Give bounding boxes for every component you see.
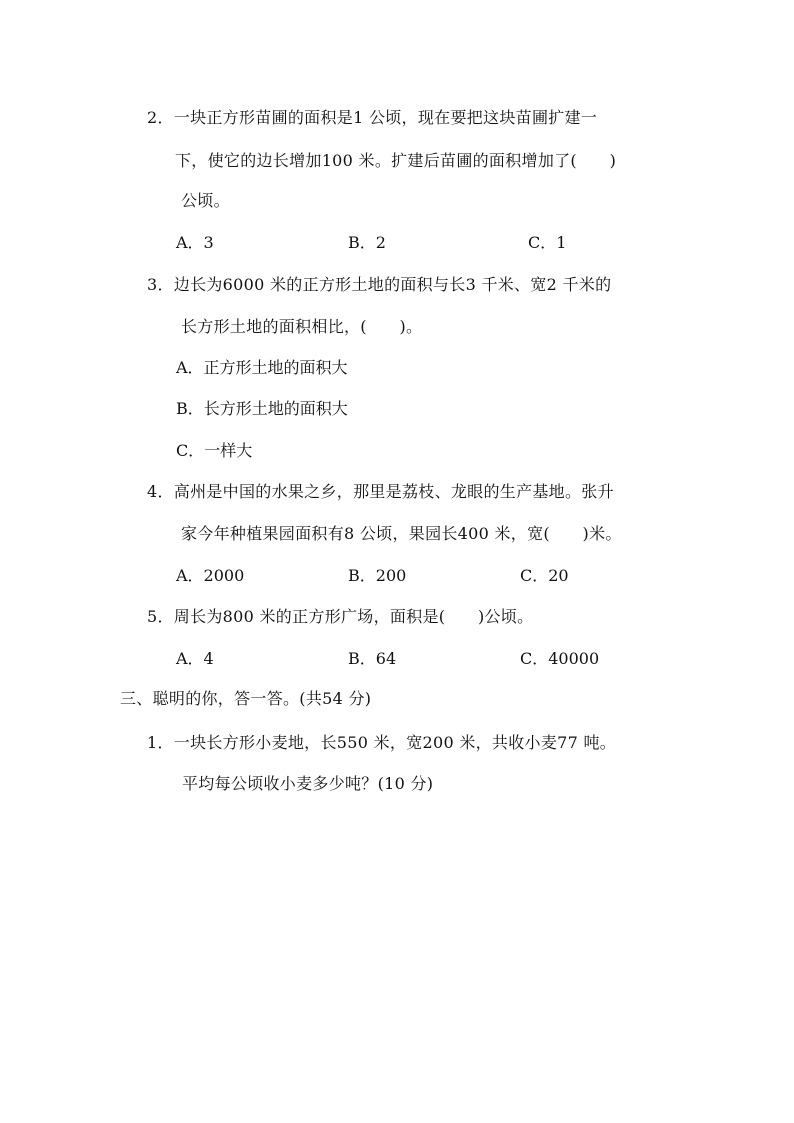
question-number: 4．: [147, 482, 174, 501]
question-text: 边长为6000 米的正方形土地的面积与长3 千米、宽2 千米的: [173, 275, 612, 294]
option-c: C．1: [528, 233, 567, 252]
option-b: B．200: [348, 566, 407, 585]
question-text: 一块长方形小麦地，长550 米，宽200 米，共收小麦77 吨。: [173, 733, 617, 752]
option-c: C．20: [520, 566, 569, 585]
question-text: 一块正方形苗圃的面积是1 公顷，现在要把这块苗圃扩建一: [173, 108, 598, 127]
question-2-line-2: 下，使它的边长增加100 米。扩建后苗圃的面积增加了( ): [175, 151, 617, 170]
question-2-line-3: 公顷。: [181, 191, 230, 210]
option-b: B．64: [348, 649, 397, 668]
option-c: C．一样大: [176, 441, 253, 460]
question-number: 1．: [147, 733, 174, 752]
option-c: C．40000: [520, 649, 600, 668]
option-a: A．4: [176, 649, 214, 668]
question-3-line-2: 长方形土地的面积相比，( )。: [181, 317, 423, 336]
question-4-line-1: [147, 482, 614, 502]
option-a: A．3: [176, 233, 214, 252]
question-5-line-1: [147, 607, 533, 627]
section-3-question-1-line-2: 平均每公顷收小麦多少吨？(10 分): [182, 774, 434, 793]
option-a: A．2000: [176, 566, 245, 585]
question-number: 3．: [147, 275, 174, 294]
question-3-line-1: [147, 275, 611, 295]
question-number: 2．: [147, 108, 174, 127]
question-text: 周长为800 米的正方形广场，面积是( )公顷。: [173, 607, 534, 626]
section-3-heading: 三、聪明的你，答一答。(共54 分): [120, 689, 372, 708]
question-number: 5．: [147, 607, 174, 626]
question-4-line-2: 家今年种植果园面积有8 公顷，果园长400 米，宽( )米。: [181, 524, 622, 543]
section-3-question-1-line-1: [147, 733, 616, 753]
option-b: B．长方形土地的面积大: [176, 399, 348, 418]
question-2-line-1: [147, 108, 597, 128]
question-text: 高州是中国的水果之乡，那里是荔枝、龙眼的生产基地。张升: [173, 482, 614, 501]
option-a: A．正方形土地的面积大: [176, 358, 348, 377]
option-b: B．2: [348, 233, 386, 252]
